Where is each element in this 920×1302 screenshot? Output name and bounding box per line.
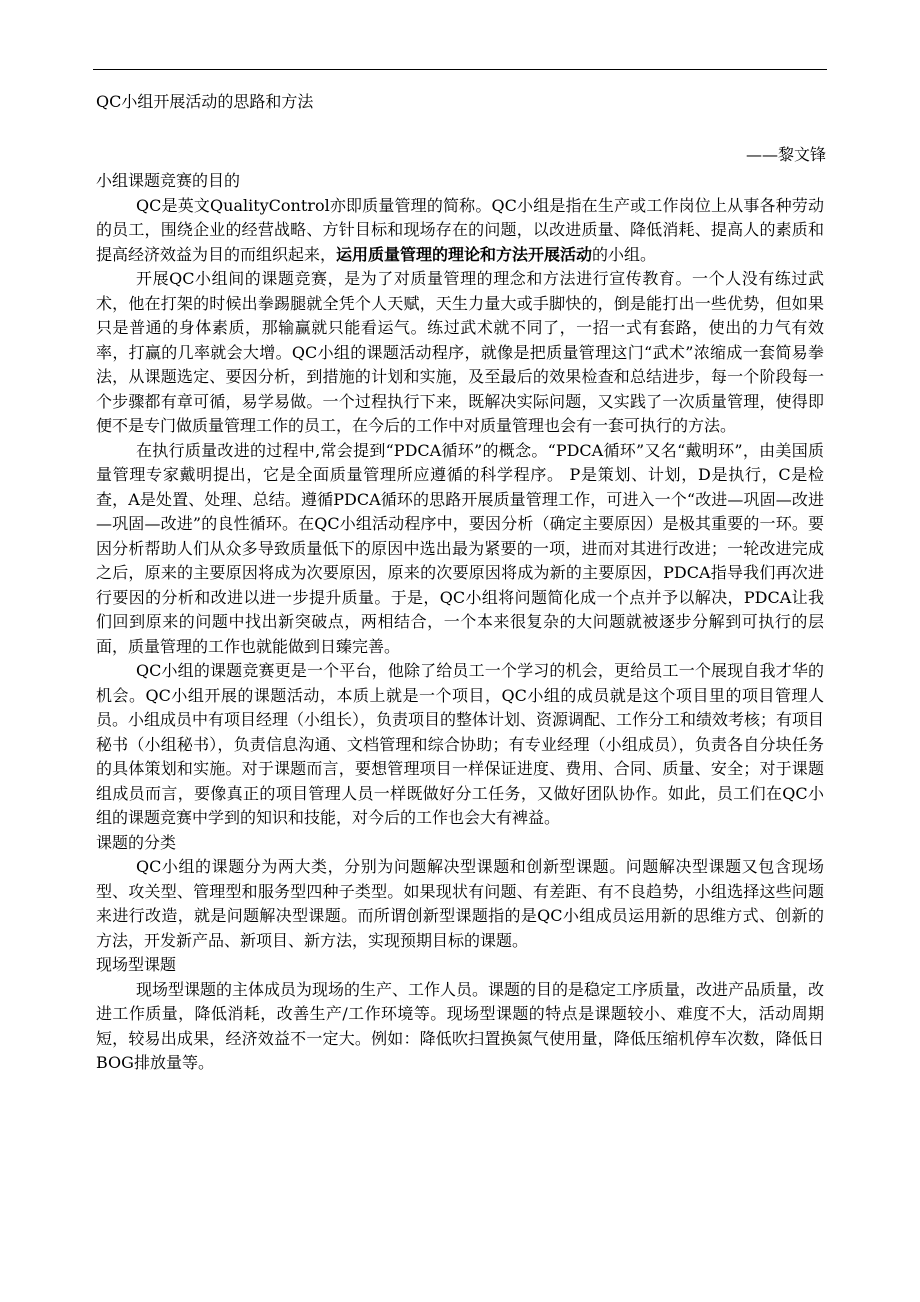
document-title: QC小组开展活动的思路和方法 [96, 92, 314, 111]
header-rule [93, 69, 827, 70]
paragraph-text: QC是英文QualityControl亦即质量管理的简称。QC小组是指在生产或工作岗位上从事各种劳动的员工，围绕企业的经营战略、方针目标和现场存在的问题，以改进质量、降低消耗、提高人的素质和提高经济效益为目的而组织起来， [96, 195, 824, 264]
document-body [96, 169, 824, 1076]
section-heading-classification: 课题的分类 [96, 832, 177, 852]
section-heading-onsite: 现场型课题 [96, 955, 177, 974]
paragraph-text: 的小组。 [592, 244, 657, 264]
author-line: ——黎文锋 [745, 145, 826, 164]
emphasized-text: 运用质量管理的理论和方法开展活动 [336, 244, 593, 264]
paragraph-qc-definition [96, 194, 824, 268]
paragraph-martial-arts: 开展QC小组间的课题竞赛，是为了对质量管理的理念和方法进行宣传教育。一个人没有练过武术，他在打架的时候出拳踢腿就全凭个人天赋，天生力量大或手脚快的，倒是能打出一些优势，但如果只是普通的身体素质，那输赢就只能看运气。练过武术就不同了，一招一式有套路，使出的力气有效率，打赢的几率就会大增。QC小组的课题活动程序，就像是把质量管理这门“武术”浓缩成一套简易拳法，从课题选定、要因分析，到措施的计划和实施，及至最后的效果检查和总结进步，每一个阶段每一个步骤都有章可循，易学易做。一个过程执行下来，既解决实际问题，又实践了一次质量管理，使得即便不是专门做质量管理工作的员工，在今后的工作中对质量管理也会有一套可执行的方法。 [96, 269, 824, 435]
section-heading-purpose: 小组课题竞赛的目的 [96, 171, 241, 190]
paragraph-onsite: 现场型课题的主体成员为现场的生产、工作人员。课题的目的是稳定工序质量，改进产品质量，改进工作质量，降低消耗，改善生产/工作环境等。现场型课题的特点是课题较小、难度不大，活动周期短，较易出成果，经济效益不一定大。例如：降低吹扫置换氮气使用量，降低压缩机停车次数，降低日BOG排放量等。 [96, 979, 825, 1072]
paragraph-classification: QC小组的课题分为两大类，分别为问题解决型课题和创新型课题。问题解决型课题又包含现场型、攻关型、管理型和服务型四种子类型。如果现状有问题、有差距、有不良趋势，小组选择这些问题来进行改造，就是问题解决型课题。而所谓创新型课题指的是QC小组成员运用新的思维方式、创新的方法，开发新产品、新项目、新方法，实现预期目标的课题。 [96, 857, 824, 950]
paragraph-pdca: 在执行质量改进的过程中,常会提到“PDCA循环”的概念。“PDCA循环”又名“戴明环”，由美国质量管理专家戴明提出，它是全面质量管理所应遵循的科学程序。 P是策划、计划，D是执行，C是检查，A是处置、处理、总结。遵循PDCA循环的思路开展质量管理工作，可进入一个“改进—巩固—改进—巩固—改进”的良性循环。在QC小组活动程序中，要因分析（确定主要原因）是极其重要的一环。要因分析帮助人们从众多导致质量低下的原因中选出最为紧要的一项，进而对其进行改进；一轮改进完成之后，原来的主要原因将成为次要原因，原来的次要原因将成为新的主要原因，PDCA指导我们再次进行要因的分析和改进以进一步提升质量。于是，QC小组将问题简化成一个点并予以解决，PDCA让我们回到原来的问题中找出新突破点，两相结合，一个本来很复杂的大问题就被逐步分解到可执行的层面，质量管理的工作也就能做到日臻完善。 [96, 440, 824, 656]
paragraph-platform: QC小组的课题竞赛更是一个平台，他除了给员工一个学习的机会，更给员工一个展现自我才华的机会。QC小组开展的课题活动，本质上就是一个项目，QC小组的成员就是这个项目里的项目管理人员。小组成员中有项目经理（小组长），负责项目的整体计划、资源调配、工作分工和绩效考核；有项目秘书（小组秘书），负责信息沟通、文档管理和综合协助；有专业经理（小组成员），负责各自分块任务的具体策划和实施。对于课题而言，要想管理项目一样保证进度、费用、合同、质量、安全；对于课题组成员而言，要像真正的项目管理人员一样既做好分工任务，又做好团队协作。如此，员工们在QC小组的课题竞赛中学到的知识和技能，对今后的工作也会大有裨益。 [96, 661, 825, 827]
